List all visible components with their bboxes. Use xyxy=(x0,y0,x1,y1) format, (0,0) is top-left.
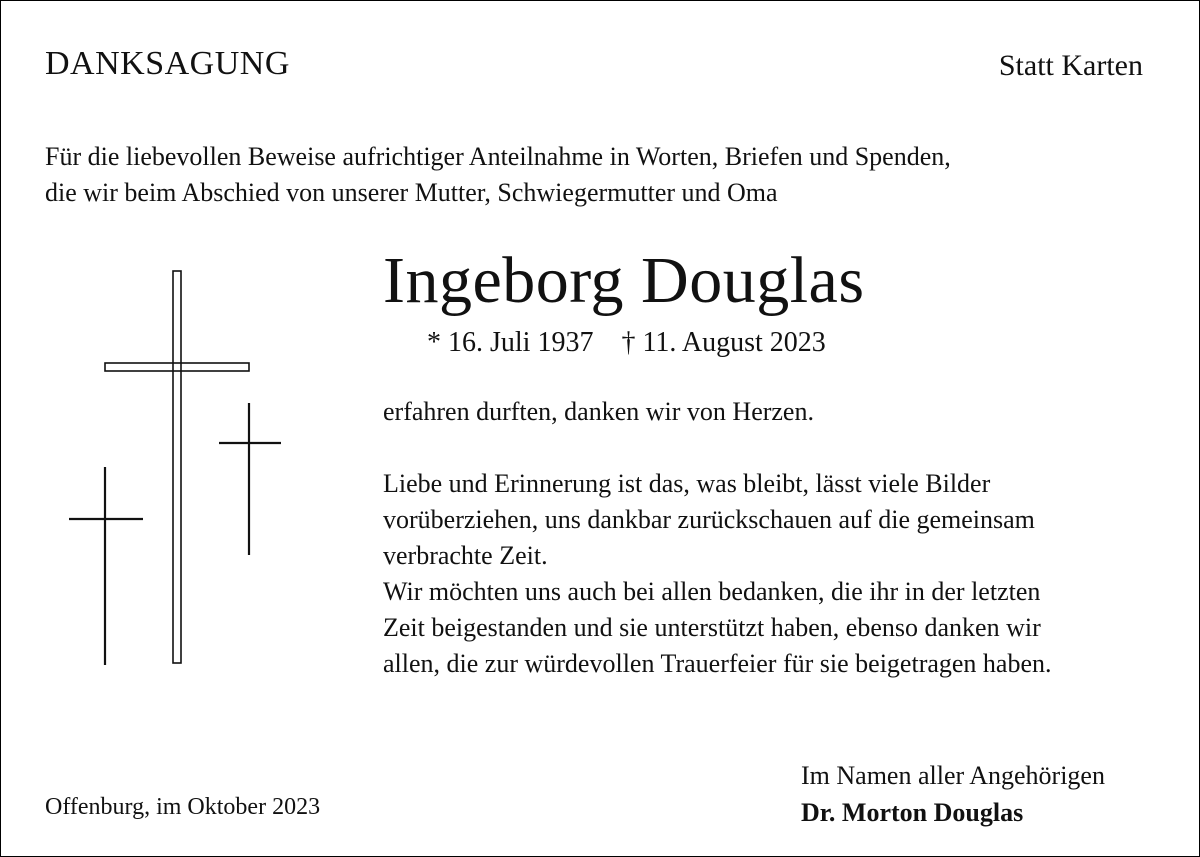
body-line: vorüberziehen, uns dankbar zurückschauen auf die gemeinsam xyxy=(383,505,1035,534)
right-cross-icon xyxy=(219,403,281,555)
birth-date: * 16. Juli 1937 xyxy=(427,327,594,358)
death-date: † 11. August 2023 xyxy=(621,327,826,358)
heading: DANKSAGUNG xyxy=(45,45,290,82)
signature-label: Im Namen aller Angehörigen xyxy=(801,761,1105,790)
left-cross-icon xyxy=(69,467,143,665)
intro-line: Für die liebevollen Beweise aufrichtiger Anteilnahme in Worten, Briefen und Spenden, xyxy=(45,142,951,171)
body-line: verbrachte Zeit. xyxy=(383,541,548,570)
place-date: Offenburg, im Oktober 2023 xyxy=(45,794,321,820)
body-line: allen, die zur würdevollen Trauerfeier für sie beigetragen haben. xyxy=(383,649,1052,678)
subheading: Statt Karten xyxy=(998,49,1143,82)
body-line: erfahren durften, danken wir von Herzen. xyxy=(383,397,814,426)
body-text xyxy=(383,394,1052,682)
body-line: Wir möchten uns auch bei allen bedanken, die ihr in der letzten xyxy=(383,577,1041,606)
life-dates xyxy=(427,327,826,359)
intro-line: die wir beim Abschied von unserer Mutter, Schwiegermutter und Oma xyxy=(45,178,778,207)
signature-name: Dr. Morton Douglas xyxy=(801,798,1024,827)
three-crosses-icon xyxy=(61,263,291,673)
large-cross-icon xyxy=(105,271,249,663)
intro-text xyxy=(45,139,951,211)
body-line: Liebe und Erinnerung ist das, was bleibt, lässt viele Bilder xyxy=(383,469,991,498)
deceased-name: Ingeborg Douglas xyxy=(383,244,865,317)
body-line: Zeit beigestanden und sie unterstützt haben, ebenso danken wir xyxy=(383,613,1041,642)
